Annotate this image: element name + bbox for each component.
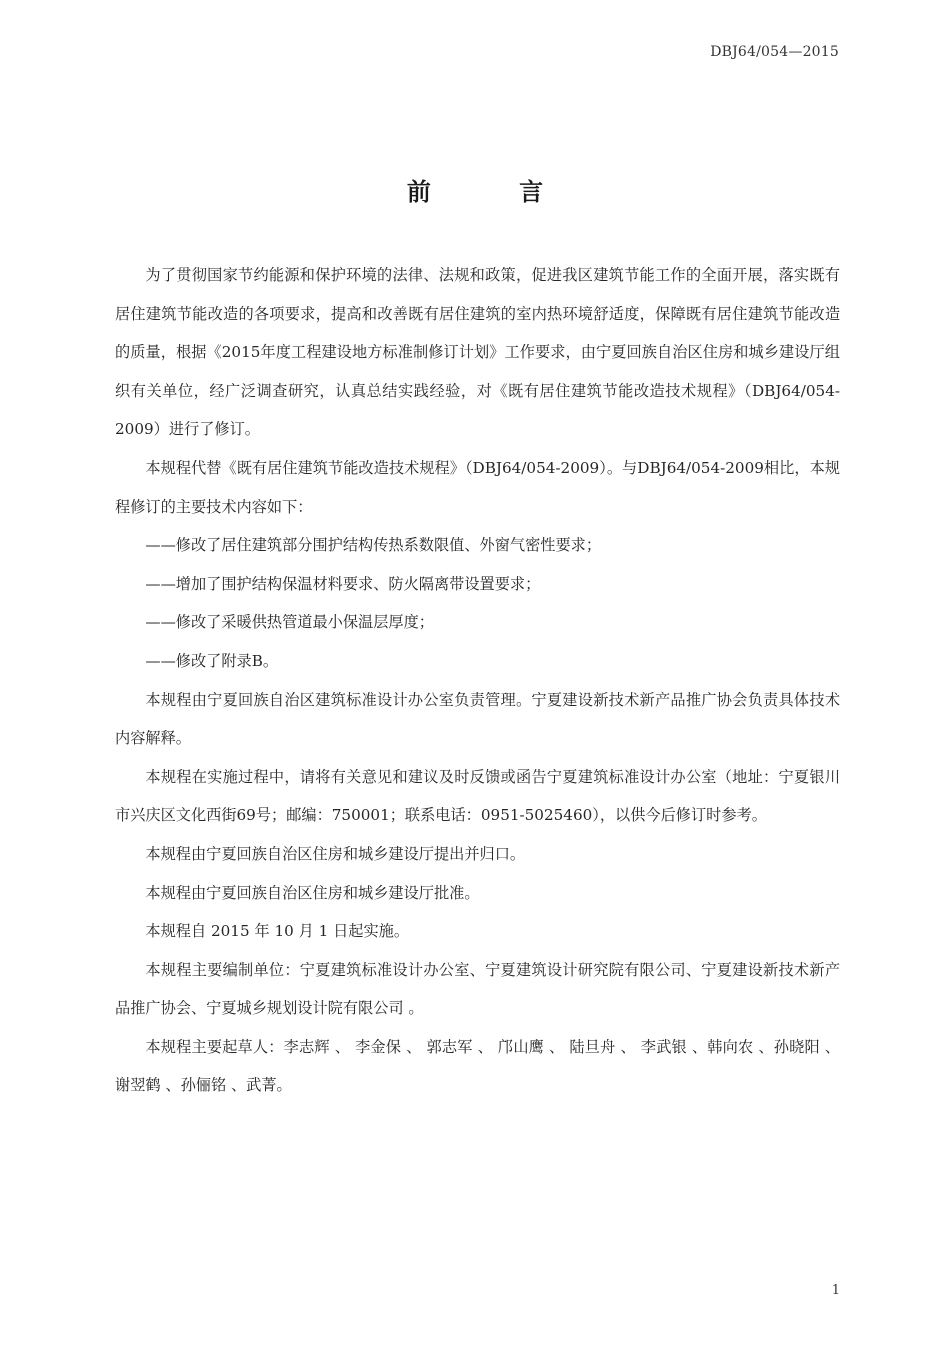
paragraph-feedback: 本规程在实施过程中，请将有关意见和建议及时反馈或函告宁夏建筑标准设计办公室（地址：宁夏银川市兴庆区文化西街69号；邮编：750001；联系电话：0951-5025460），以供今后修订时参考。 bbox=[115, 767, 840, 825]
page-number: 1 bbox=[831, 1283, 840, 1298]
paragraph-compiling-units: 本规程主要编制单位：宁夏建筑标准设计办公室、宁夏建筑设计研究院有限公司、宁夏建设新技术新产品推广协会、宁夏城乡规划设计院有限公司 。 bbox=[115, 960, 840, 1018]
paragraph-proposed: 本规程由宁夏回族自治区住房和城乡建设厅提出并归口。 bbox=[145, 844, 526, 863]
paragraph-drafters: 本规程主要起草人：李志辉 、 李金保 、 郭志军 、 邝山鹰 、 陆旦舟 、 李武银 、韩向农 、孙晓阳 、谢翌鹤 、孙俪铭 、武菁。 bbox=[115, 1037, 840, 1095]
list-item-revision-1: ——修改了居住建筑部分围护结构传热系数限值、外窗气密性要求； bbox=[145, 536, 602, 555]
list-item-revision-3: ——修改了采暖供热管道最小保温层厚度； bbox=[145, 613, 434, 632]
paragraph-effective-date: 本规程自 2015 年 10 月 1 日起实施。 bbox=[145, 922, 410, 941]
foreword-body bbox=[115, 256, 840, 1105]
standard-code: DBJ64/054—2015 bbox=[710, 44, 839, 60]
page-title: 前 言 bbox=[406, 177, 584, 206]
paragraph-replacement: 本规程代替《既有居住建筑节能改造技术规程》（DBJ64/054-2009）。与DBJ64/054-2009相比，本规程修订的主要技术内容如下： bbox=[115, 458, 840, 516]
paragraph-purpose: 为了贯彻国家节约能源和保护环境的法律、法规和政策，促进我区建筑节能工作的全面开展，落实既有居住建筑节能改造的各项要求，提高和改善既有居住建筑的室内热环境舒适度，保障既有居住建筑节能改造的质量，根据《2015年度工程建设地方标准制修订计划》工作要求，由宁夏回族自治区住房和城乡建设厅组织有关单位，经广泛调查研究，认真总结实践经验，对《既有居住建筑节能改造技术规程》（DBJ64/054-2009）进行了修订。 bbox=[115, 266, 840, 439]
list-item-revision-2: ——增加了围护结构保温材料要求、防火隔离带设置要求； bbox=[145, 574, 541, 593]
paragraph-management: 本规程由宁夏回族自治区建筑标准设计办公室负责管理。宁夏建设新技术新产品推广协会负责具体技术内容解释。 bbox=[115, 690, 840, 748]
list-item-revision-4: ——修改了附录B。 bbox=[145, 651, 279, 670]
paragraph-approved: 本规程由宁夏回族自治区住房和城乡建设厅批准。 bbox=[145, 883, 480, 902]
